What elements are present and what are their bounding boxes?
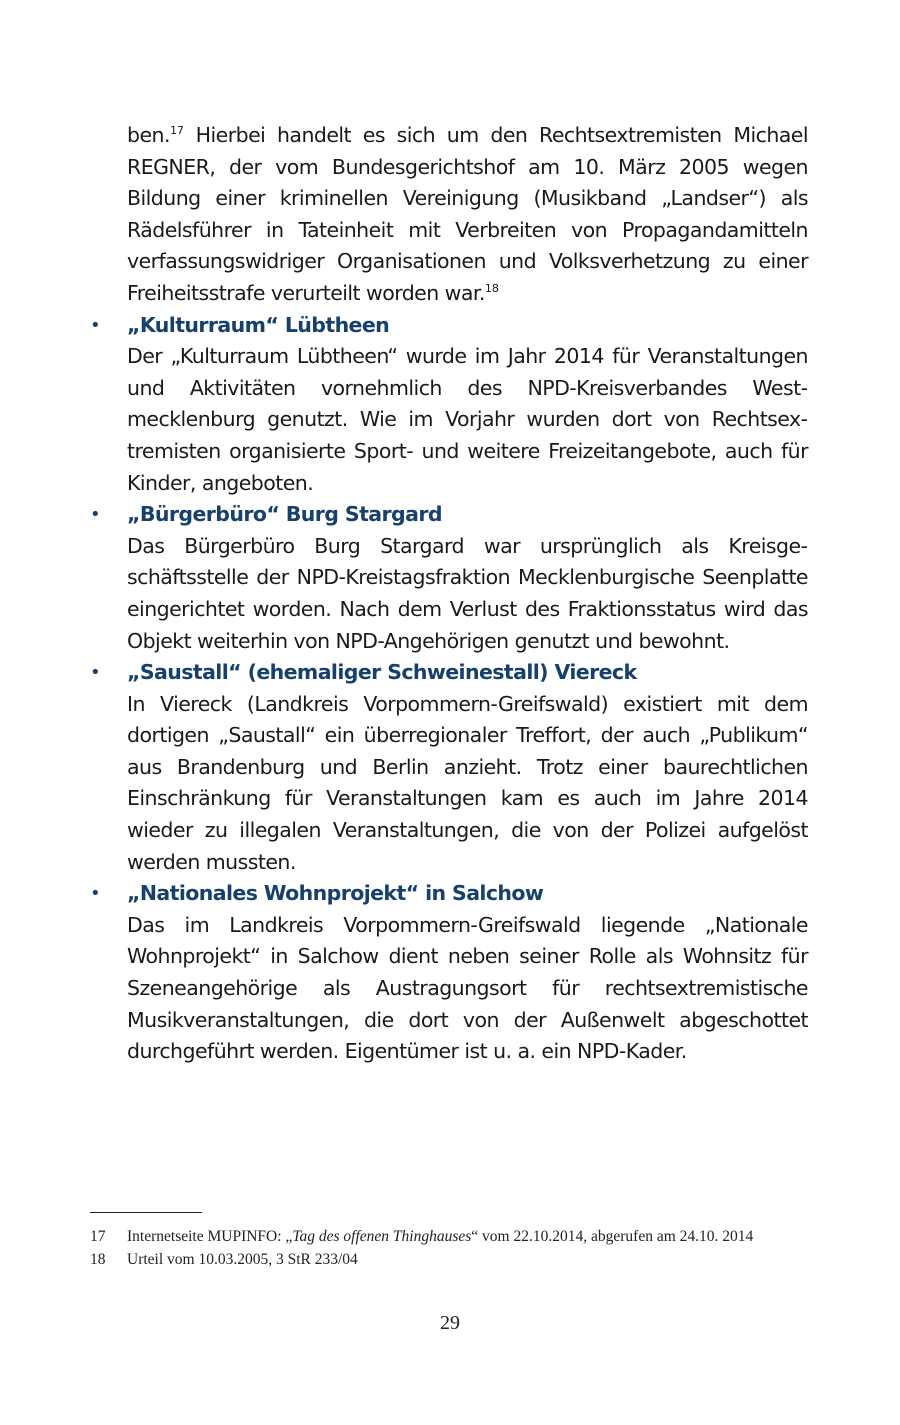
list-item [90, 499, 808, 657]
list-item [90, 310, 808, 500]
footnote-prefix: Internetseite MUPINFO: „ [127, 1228, 293, 1245]
item-title: „Saustall“ (ehemaliger Schweinestall) Viereck [127, 660, 637, 685]
item-title: „Nationales Wohnprojekt“ in Salchow [127, 881, 544, 906]
bullet-icon: • [90, 883, 101, 905]
item-text: Das im Landkreis Vorpommern-Greifswald liegende „Nationale Wohnprojekt“ in Salchow dient neben seiner Rolle als Wohnsitz für Szeneangehörige als Austragungsort für rechtsextremistische Musikveranstaltungen, die dort von der Außenwelt abgeschottet durchgeführt werden. Eigentümer ist u. a. ein NPD-Kader. [127, 912, 808, 1064]
bullet-icon: • [90, 504, 101, 526]
body-text [90, 120, 809, 1068]
footnote-17 [90, 1226, 808, 1248]
item-text: In Viereck (Landkreis Vorpommern-Greifswald) existiert mit dem dortigen „Saustall“ ein überregionaler Treffort, der auch „Publikum“ aus Brandenburg und Berlin anzieht. Trotz einer baurechtlichen Einschränkung für Veranstaltungen kam es auch im Jahre 2014 wieder zu illegalen Veranstaltungen, die von der Polizei aufgelöst werden mussten. [127, 691, 808, 874]
item-title: „Kulturraum“ Lübtheen [127, 312, 390, 337]
footnote-ref-17[interactable]: 17 [169, 124, 184, 137]
item-text: Das Bürgerbüro Burg Stargard war ursprünglich als Kreisgeschäftsstelle der NPD-Kreistagsfraktion Mecklenburgische Seenplatte eingerichtet worden. Nach dem Verlust des Fraktionsstatus wird das Objekt weiterhin von NPD-Angehörigen genutzt und bewohnt. [127, 533, 808, 653]
item-text: Der „Kulturraum Lübtheen“ wurde im Jahr 2014 für Veranstaltungen und Aktivitäten vornehmlich des NPD-Kreisverbandes Westmecklenburg genutzt. Wie im Vorjahr wurden dort von Rechtsextremisten organisierte Sport- und weitere Freizeitangebote, auch für Kinder, angeboten. [127, 344, 808, 495]
footnote-text [127, 1228, 753, 1245]
footnote-number: 18 [90, 1251, 106, 1268]
footnote-title: Tag des offenen Thinghauses [292, 1228, 472, 1245]
footnotes [90, 1226, 808, 1272]
page-number: 29 [440, 1312, 460, 1334]
intro-segment: ben. [127, 123, 170, 147]
item-title: „Bürgerbüro“ Burg Stargard [127, 502, 442, 527]
intro-segment: Hierbei handelt es sich um den Rechtsextremisten Michael REGNER, der vom Bundesgerichtshof am 10. März 2005 wegen Bildung einer kriminellen Vereinigung (Musikband „Landser“) als Rädelsführer in Tateinheit mit Verbreiten von Propagandamitteln verfassungswidriger Organisationen und Volksverhetzung zu einer Freiheitsstrafe verurteilt worden war. [127, 123, 809, 305]
footnote-number: 17 [90, 1228, 106, 1245]
footnote-18 [90, 1249, 808, 1271]
bullet-icon: • [90, 662, 101, 684]
list-item [90, 657, 808, 878]
intro-paragraph [127, 120, 808, 310]
footnote-ref-18[interactable]: 18 [484, 281, 499, 295]
footnote-text: Urteil vom 10.03.2005, 3 StR 233/04 [127, 1251, 358, 1268]
bullet-icon: • [90, 314, 101, 336]
list-item [90, 878, 808, 1068]
footnote-suffix: “ vom 22.10.2014, abgerufen am 24.10. 2014 [471, 1228, 754, 1245]
footnote-divider [90, 1212, 202, 1213]
